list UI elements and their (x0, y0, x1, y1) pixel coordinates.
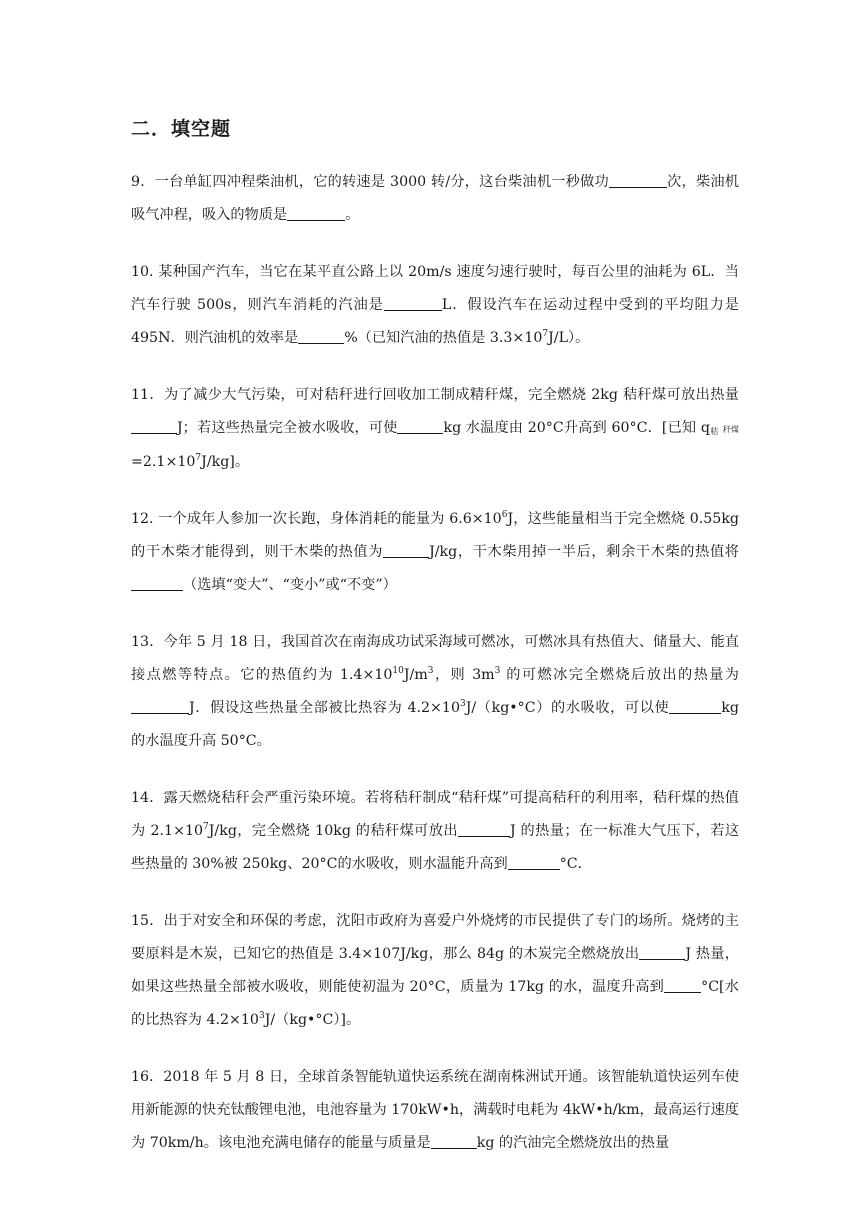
question-11 (131, 379, 739, 479)
question-13 (131, 626, 739, 758)
q11-blank-1[interactable] (131, 417, 177, 434)
q11-text-d: =2.1×10 (131, 454, 196, 470)
q14-text-c: J 的热量；在一标准大气压下，若这些热量的 30%被 250kg、20°C的水吸收，则水温能升高到 (131, 823, 740, 872)
q10-text-d: J/L）。 (548, 330, 590, 346)
q13-exponent-2: 3 (427, 666, 434, 676)
q15-blank-2[interactable] (664, 976, 701, 993)
q14-blank-2[interactable] (508, 853, 560, 870)
q11-blank-2[interactable] (397, 417, 443, 434)
q13-text-b: J/m (403, 667, 428, 683)
q15-text-b: J 热量，如果这些热量全部被水吸收，则能使初温为 20°C，质量为 17kg 的水，温度升高到 (131, 946, 739, 995)
question-15 (131, 905, 739, 1037)
q12-text-c: J/kg，干木柴用掉一半后，剩余干木柴的热值将 (429, 544, 739, 560)
q13-text-d: 的可燃冰完全燃烧后放出的热量为 (500, 667, 739, 683)
q16-blank-1[interactable] (431, 1132, 477, 1149)
q16-text-a: 16．2018 年 5 月 8 日，全球首条智能轨道快运系统在湖南株洲试开通。该智能轨道快运列车使用新能源的快充钛酸锂电池，电池容量为 170kW•h，满载时电耗为 4kW•h/km，最高运行速度为 70km/h。该电池充满电储存的能量与质量是 (131, 1069, 739, 1151)
question-10 (131, 256, 739, 355)
q9-text-a: 9．一台单缸四冲程柴油机，它的转速是 3000 转/分，这台柴油机一秒做功 (131, 174, 609, 190)
q10-blank-2[interactable] (298, 327, 344, 344)
q13-exponent-4: 3 (460, 699, 466, 709)
q14-blank-1[interactable] (458, 820, 510, 837)
q12-text-d: （选填“变大”、“变小”或“不变”） (183, 577, 397, 593)
q12-text-a: 12. 一个成年人参加一次长跑，身体消耗的能量为 6.6×10 (131, 511, 502, 527)
q12-text-b: J，这些能量相当于完全燃烧 0.55kg 的干木柴才能得到，则干木柴的热值为 (131, 511, 739, 560)
q11-text-e: J/kg]。 (201, 454, 250, 470)
question-16 (131, 1061, 739, 1160)
q13-text-f: J/（kg•°C）的水吸收，可以使 (465, 700, 670, 716)
q10-blank-1[interactable] (384, 294, 442, 311)
q9-text-b: 次，柴油机吸气冲程，吸入的物质是 (131, 174, 739, 223)
q11-text-a: 11．为了减少大气污染，可对秸秆进行回收加工制成精秆煤，完全燃烧 2kg 秸秆煤可放出热量 (131, 387, 739, 403)
q10-text-a: 10. 某种国产汽车，当它在某平直公路上以 20m/s 速度匀速行驶时，每百公里的油耗为 6L．当汽车行驶 500s，则汽车消耗的汽油是 (131, 264, 739, 313)
q15-text-a: 15．出于对安全和环保的考虑，沈阳市政府为喜爱户外烧烤的市民提供了专门的场所。烧烤的主要原料是木炭，已知它的热值是 3.4×107J/kg，那么 84g 的木炭完全燃烧放出 (131, 913, 739, 962)
q15-text-d: J/（kg•°C）]。 (264, 1012, 361, 1028)
q16-text-b: kg 的汽油完全燃烧放出的热量 (476, 1135, 670, 1151)
q11-subscript-2: 秆煤 (722, 425, 740, 434)
question-12 (131, 503, 739, 602)
q15-text-c: °C[水的比热容为 4.2×10 (131, 979, 739, 1028)
q14-text-d: °C． (559, 856, 592, 872)
q13-text-e: J．假设这些热量全部被比热容为 4.2×10 (189, 700, 460, 716)
q9-blank-2[interactable] (287, 204, 345, 221)
q10-text-c: %（已知汽油的热值是 3.3×10 (344, 330, 543, 346)
q10-exponent: 7 (542, 329, 549, 339)
q13-text-c: ，则 3m (433, 667, 495, 683)
q13-exponent-1: 10 (392, 666, 404, 676)
q10-text-b: L．假设汽车在运动过程中受到的平均阻力是 495N．则汽油机的效率是 (131, 297, 739, 346)
q15-blank-1[interactable] (639, 943, 685, 960)
q11-exponent: 7 (195, 453, 202, 463)
q11-text-b: J；若这些热量完全被水吸收，可使 (177, 420, 398, 436)
question-14 (131, 782, 739, 881)
q9-blank-1[interactable] (609, 171, 667, 188)
q12-blank-2[interactable] (131, 574, 183, 591)
q15-exponent: 3 (258, 1011, 265, 1021)
q11-text-c: kg 水温度由 20°C升高到 60°C．[已知 q (443, 420, 710, 436)
q12-exponent: 6 (501, 510, 508, 520)
q14-text-a: 14．露天燃烧秸秆会严重污染环境。若将秸秆制成“秸秆煤”可提高秸秆的利用率，秸秆煤的热值为 2.1×10 (131, 790, 739, 839)
q9-text-c: 。 (345, 207, 360, 223)
q14-exponent: 7 (203, 822, 209, 832)
q13-text-g: kg 的水温度升高 50°C。 (131, 700, 740, 749)
section-title: 二．填空题 (131, 118, 232, 140)
q14-text-b: J/kg，完全燃烧 10kg 的秸秆煤可放出 (208, 823, 458, 839)
q11-subscript-1: 秸 (709, 427, 719, 436)
q13-blank-1[interactable] (131, 697, 189, 714)
q13-text-a: 13．今年 5 月 18 日，我国首次在南海成功试采海域可燃冰，可燃冰具有热值大、储量大、能直接点燃等特点。它的热值约为 1.4×10 (131, 634, 739, 683)
question-list (131, 166, 739, 1184)
q13-exponent-3: 3 (494, 666, 501, 676)
q12-blank-1[interactable] (383, 541, 429, 558)
question-9 (131, 166, 739, 232)
q13-blank-2[interactable] (669, 697, 721, 714)
